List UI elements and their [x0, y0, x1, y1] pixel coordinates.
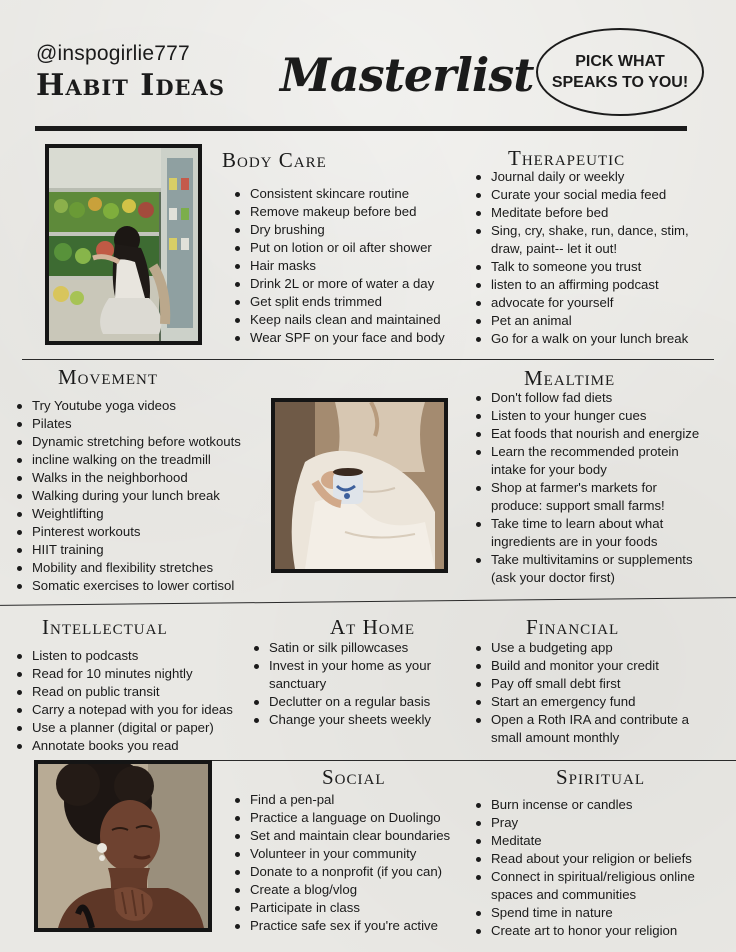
section-title-social: Social	[322, 765, 386, 789]
list-item: Declutter on a regular basis	[253, 693, 431, 711]
divider-1	[22, 359, 714, 360]
portrait-photo	[34, 760, 212, 932]
list-spiritual	[475, 796, 695, 940]
list-item: Don't follow fad diets	[475, 389, 699, 407]
list-item: Put on lotion or oil after shower	[234, 239, 445, 257]
list-item-continuation: produce: support small farms!	[491, 498, 665, 513]
list-item: Spend time in nature	[475, 904, 695, 922]
list-item: Walks in the neighborhood	[16, 469, 241, 487]
list-body-care	[234, 185, 445, 347]
list-item: Invest in your home as your	[253, 657, 431, 675]
list-item: Build and monitor your credit	[475, 657, 689, 675]
list-mealtime	[475, 389, 699, 587]
list-item: Carry a notepad with you for ideas	[16, 701, 233, 719]
list-item: Use a budgeting app	[475, 639, 689, 657]
list-item: Pay off small debt first	[475, 675, 689, 693]
divider-2	[0, 597, 736, 606]
list-item: Open a Roth IRA and contribute a	[475, 711, 689, 729]
list-item: Listen to your hunger cues	[475, 407, 699, 425]
list-item-continuation: small amount monthly	[491, 730, 620, 745]
list-item-continuation: spaces and communities	[491, 887, 637, 902]
list-at-home	[253, 639, 431, 729]
header-rule	[35, 126, 687, 131]
list-item: Start an emergency fund	[475, 693, 689, 711]
list-item: Practice a language on Duolingo	[234, 809, 450, 827]
list-intellectual	[16, 647, 233, 755]
list-item: Find a pen-pal	[234, 791, 450, 809]
list-item: Mobility and flexibility stretches	[16, 559, 241, 577]
list-item: Consistent skincare routine	[234, 185, 445, 203]
list-item: Take multivitamins or supplements	[475, 551, 699, 569]
list-item: Weightlifting	[16, 505, 241, 523]
list-item: Pray	[475, 814, 695, 832]
list-item: Read for 10 minutes nightly	[16, 665, 233, 683]
list-item: Hair masks	[234, 257, 445, 275]
badge-line-2: SPEAKS TO YOU!	[551, 74, 689, 91]
list-item: Participate in class	[234, 899, 450, 917]
list-item: Dynamic stretching before wotkouts	[16, 433, 241, 451]
list-item: Connect in spiritual/religious online	[475, 868, 695, 886]
list-item-continuation: sanctuary	[269, 676, 327, 691]
list-item: Shop at farmer's markets for	[475, 479, 699, 497]
list-item	[475, 240, 689, 258]
list-item: Talk to someone you trust	[475, 258, 689, 276]
list-item: Create art to honor your religion	[475, 922, 695, 940]
list-item: Burn incense or candles	[475, 796, 695, 814]
list-item: Create a blog/vlog	[234, 881, 450, 899]
list-item: Pet an animal	[475, 312, 689, 330]
list-item: Read about your religion or beliefs	[475, 850, 695, 868]
list-item: HIIT training	[16, 541, 241, 559]
list-item: Donate to a nonprofit (if you can)	[234, 863, 450, 881]
badge-line-1: PICK WHAT	[575, 53, 665, 70]
list-item: Dry brushing	[234, 221, 445, 239]
list-item: Volunteer in your community	[234, 845, 450, 863]
list-item: Go for a walk on your lunch break	[475, 330, 689, 348]
list-therapeutic	[475, 168, 689, 348]
list-item: listen to an affirming podcast	[475, 276, 689, 294]
title-habit-ideas: Habit Ideas	[36, 68, 225, 103]
list-item: Annotate books you read	[16, 737, 233, 755]
section-title-intellectual: Intellectual	[42, 615, 168, 639]
list-item: Learn the recommended protein	[475, 443, 699, 461]
list-item: incline walking on the treadmill	[16, 451, 241, 469]
section-title-mealtime: Mealtime	[524, 366, 616, 390]
list-item: Satin or silk pillowcases	[253, 639, 431, 657]
list-item: Pilates	[16, 415, 241, 433]
list-item: Somatic exercises to lower cortisol	[16, 577, 241, 595]
list-item-continuation: (ask your doctor first)	[491, 570, 615, 585]
list-item: Get split ends trimmed	[234, 293, 445, 311]
author-handle: @inspogirlie777	[36, 42, 190, 65]
list-item: Keep nails clean and maintained	[234, 311, 445, 329]
list-item-continuation: ingredients are in your foods	[491, 534, 658, 549]
list-item: Walking during your lunch break	[16, 487, 241, 505]
list-item: Journal daily or weekly	[475, 168, 689, 186]
list-item: Take time to learn about what	[475, 515, 699, 533]
list-item: Read on public transit	[16, 683, 233, 701]
list-item: Pinterest workouts	[16, 523, 241, 541]
list-item-continuation: draw, paint-- let it out!	[491, 241, 618, 256]
list-social	[234, 791, 450, 935]
list-item: Sing, cry, shake, run, dance, stim,	[475, 222, 689, 240]
list-financial	[475, 639, 689, 747]
list-item: Try Youtube yoga videos	[16, 397, 241, 415]
list-item: Set and maintain clear boundaries	[234, 827, 450, 845]
section-title-movement: Movement	[58, 365, 158, 389]
section-title-body-care: Body Care	[222, 148, 327, 172]
section-title-spiritual: Spiritual	[556, 765, 646, 789]
grocery-photo	[45, 144, 202, 345]
list-item: Eat foods that nourish and energize	[475, 425, 699, 443]
list-item: Curate your social media feed	[475, 186, 689, 204]
list-item: Change your sheets weekly	[253, 711, 431, 729]
list-item: Listen to podcasts	[16, 647, 233, 665]
list-item: Drink 2L or more of water a day	[234, 275, 445, 293]
list-item: Remove makeup before bed	[234, 203, 445, 221]
list-item: Meditate before bed	[475, 204, 689, 222]
pick-what-speaks-badge	[536, 28, 704, 116]
coffee-photo	[271, 398, 448, 573]
section-title-at-home: At Home	[330, 615, 416, 639]
list-item: Practice safe sex if you're active	[234, 917, 450, 935]
section-title-financial: Financial	[526, 615, 620, 639]
list-item: Use a planner (digital or paper)	[16, 719, 233, 737]
list-movement	[16, 397, 241, 595]
list-item: advocate for yourself	[475, 294, 689, 312]
title-masterlist: Masterlist	[280, 48, 534, 102]
list-item: Wear SPF on your face and body	[234, 329, 445, 347]
section-title-therapeutic: Therapeutic	[508, 146, 626, 170]
list-item: Meditate	[475, 832, 695, 850]
list-item-continuation: intake for your body	[491, 462, 607, 477]
